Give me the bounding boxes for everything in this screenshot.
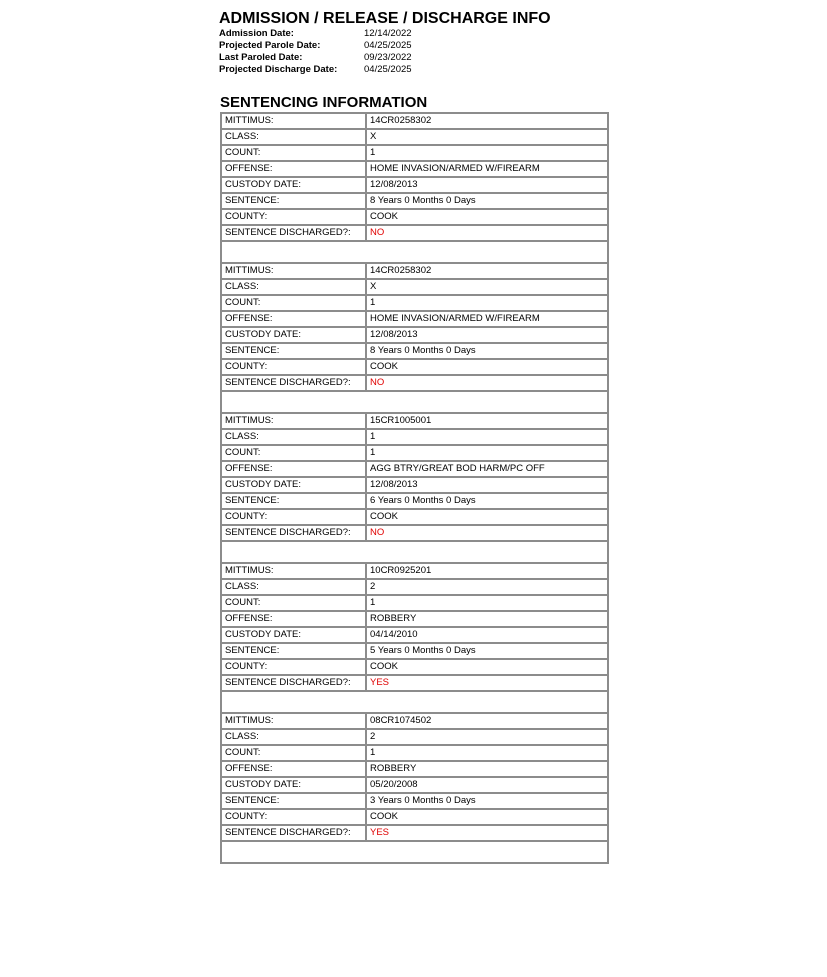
class-value: X [366,279,608,295]
projected-discharge-date-row [219,64,609,76]
county-value: COOK [366,359,608,375]
sentence-value: 8 Years 0 Months 0 Days [366,193,608,209]
record-3-count-row [221,445,608,461]
discharged-value: NO [366,525,608,541]
record-5-custody-date-row [221,777,608,793]
count-value: 1 [366,745,608,761]
record-2-sentence-row [221,343,608,359]
offense-value: HOME INVASION/ARMED W/FIREARM [366,311,608,327]
record-5-count-row [221,745,608,761]
custody-date-value: 05/20/2008 [366,777,608,793]
custody-date-value: 04/14/2010 [366,627,608,643]
record-4-class-row [221,579,608,595]
record-1-county-row [221,209,608,225]
class-label: CLASS: [221,429,366,445]
discharged-value: NO [366,375,608,391]
record-4-offense-row [221,611,608,627]
record-3-county-row [221,509,608,525]
class-label: CLASS: [221,129,366,145]
offense-value: ROBBERY [366,611,608,627]
sentence-label: SENTENCE: [221,493,366,509]
county-value: COOK [366,209,608,225]
mittimus-label: MITTIMUS: [221,263,366,279]
county-label: COUNTY: [221,809,366,825]
record-separator-cell [221,541,608,563]
sentence-value: 3 Years 0 Months 0 Days [366,793,608,809]
class-label: CLASS: [221,279,366,295]
admission-date-value: 12/14/2022 [364,28,412,39]
count-value: 1 [366,445,608,461]
admission-section-title: ADMISSION / RELEASE / DISCHARGE INFO [219,10,551,27]
count-value: 1 [366,595,608,611]
discharged-label: SENTENCE DISCHARGED?: [221,375,366,391]
record-1-discharged-row [221,225,608,241]
record-1-sentence-row [221,193,608,209]
sentence-value: 8 Years 0 Months 0 Days [366,343,608,359]
discharged-value: YES [366,825,608,841]
record-3-sentence-row [221,493,608,509]
record-2-mittimus-row [221,263,608,279]
sentence-label: SENTENCE: [221,193,366,209]
sentence-value: 6 Years 0 Months 0 Days [366,493,608,509]
class-value: 2 [366,579,608,595]
custody-date-label: CUSTODY DATE: [221,477,366,493]
county-label: COUNTY: [221,209,366,225]
page-content [219,9,609,864]
record-separator-row [221,691,608,713]
class-value: X [366,129,608,145]
offense-label: OFFENSE: [221,311,366,327]
custody-date-value: 12/08/2013 [366,477,608,493]
admission-info-list [219,28,609,76]
sentence-label: SENTENCE: [221,643,366,659]
record-separator-row [221,391,608,413]
projected-discharge-date-label: Projected Discharge Date: [219,64,338,75]
record-3-class-row [221,429,608,445]
offense-label: OFFENSE: [221,611,366,627]
admission-date-label: Admission Date: [219,28,294,39]
discharged-label: SENTENCE DISCHARGED?: [221,675,366,691]
last-paroled-date-row [219,52,609,64]
custody-date-label: CUSTODY DATE: [221,627,366,643]
discharged-label: SENTENCE DISCHARGED?: [221,825,366,841]
record-separator-cell [221,241,608,263]
count-value: 1 [366,145,608,161]
record-3-custody-date-row [221,477,608,493]
record-5-sentence-row [221,793,608,809]
record-5-county-row [221,809,608,825]
record-3-offense-row [221,461,608,477]
mittimus-value: 08CR1074502 [366,713,608,729]
record-separator-cell [221,841,608,863]
record-1-count-row [221,145,608,161]
record-4-discharged-row [221,675,608,691]
record-2-class-row [221,279,608,295]
offense-label: OFFENSE: [221,161,366,177]
record-4-mittimus-row [221,563,608,579]
record-2-count-row [221,295,608,311]
county-value: COOK [366,809,608,825]
record-1-custody-date-row [221,177,608,193]
record-4-custody-date-row [221,627,608,643]
count-label: COUNT: [221,295,366,311]
record-2-offense-row [221,311,608,327]
record-1-offense-row [221,161,608,177]
discharged-label: SENTENCE DISCHARGED?: [221,225,366,241]
projected-discharge-date-value: 04/25/2025 [364,64,412,75]
county-label: COUNTY: [221,509,366,525]
count-label: COUNT: [221,745,366,761]
mittimus-label: MITTIMUS: [221,113,366,129]
class-label: CLASS: [221,579,366,595]
county-value: COOK [366,509,608,525]
record-2-custody-date-row [221,327,608,343]
admission-date-row [219,28,609,40]
offense-label: OFFENSE: [221,461,366,477]
record-5-discharged-row [221,825,608,841]
custody-date-value: 12/08/2013 [366,177,608,193]
discharged-label: SENTENCE DISCHARGED?: [221,525,366,541]
record-4-county-row [221,659,608,675]
record-1-class-row [221,129,608,145]
record-5-mittimus-row [221,713,608,729]
class-value: 2 [366,729,608,745]
record-5-offense-row [221,761,608,777]
sentencing-section-title: SENTENCING INFORMATION [220,94,428,111]
last-paroled-date-label: Last Paroled Date: [219,52,303,63]
mittimus-label: MITTIMUS: [221,413,366,429]
mittimus-label: MITTIMUS: [221,713,366,729]
class-label: CLASS: [221,729,366,745]
discharged-value: NO [366,225,608,241]
custody-date-label: CUSTODY DATE: [221,777,366,793]
county-label: COUNTY: [221,359,366,375]
record-3-mittimus-row [221,413,608,429]
record-2-county-row [221,359,608,375]
record-2-discharged-row [221,375,608,391]
class-value: 1 [366,429,608,445]
record-4-sentence-row [221,643,608,659]
projected-parole-date-row [219,40,609,52]
mittimus-value: 14CR0258302 [366,113,608,129]
mittimus-value: 15CR1005001 [366,413,608,429]
projected-parole-date-label: Projected Parole Date: [219,40,321,51]
offense-value: AGG BTRY/GREAT BOD HARM/PC OFF [366,461,608,477]
discharged-value: YES [366,675,608,691]
record-3-discharged-row [221,525,608,541]
sentence-label: SENTENCE: [221,793,366,809]
sentencing-table-body [221,113,608,863]
mittimus-value: 14CR0258302 [366,263,608,279]
count-label: COUNT: [221,445,366,461]
record-separator-cell [221,391,608,413]
county-value: COOK [366,659,608,675]
offense-value: HOME INVASION/ARMED W/FIREARM [366,161,608,177]
custody-date-label: CUSTODY DATE: [221,177,366,193]
count-label: COUNT: [221,145,366,161]
projected-parole-date-value: 04/25/2025 [364,40,412,51]
record-separator-cell [221,691,608,713]
offense-label: OFFENSE: [221,761,366,777]
record-separator-row [221,541,608,563]
record-separator-row [221,241,608,263]
record-1-mittimus-row [221,113,608,129]
sentence-label: SENTENCE: [221,343,366,359]
count-value: 1 [366,295,608,311]
mittimus-label: MITTIMUS: [221,563,366,579]
record-5-class-row [221,729,608,745]
record-4-count-row [221,595,608,611]
sentencing-table [220,112,609,864]
custody-date-label: CUSTODY DATE: [221,327,366,343]
record-separator-row [221,841,608,863]
offense-value: ROBBERY [366,761,608,777]
mittimus-value: 10CR0925201 [366,563,608,579]
county-label: COUNTY: [221,659,366,675]
count-label: COUNT: [221,595,366,611]
custody-date-value: 12/08/2013 [366,327,608,343]
last-paroled-date-value: 09/23/2022 [364,52,412,63]
sentence-value: 5 Years 0 Months 0 Days [366,643,608,659]
